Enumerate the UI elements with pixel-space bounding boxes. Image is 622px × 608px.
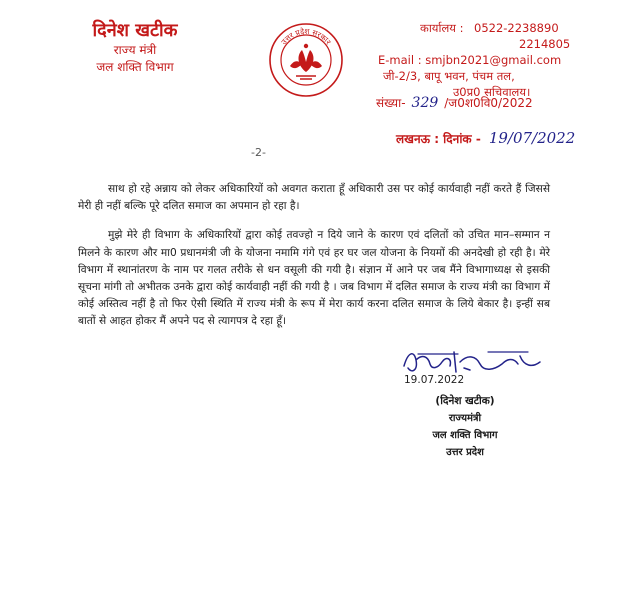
letterhead-left — [60, 20, 210, 76]
page-number: -2- — [251, 146, 266, 159]
letter-body — [78, 181, 550, 343]
office-address-line-2: उ0प्र0 सचिवालय। — [453, 85, 531, 99]
letterhead-right — [378, 20, 608, 100]
up-government-emblem-icon — [268, 22, 344, 98]
minister-designation: राज्य मंत्री — [113, 43, 157, 57]
minister-department: जल शक्ति विभाग — [96, 60, 174, 74]
reference-label: संख्या- — [376, 96, 406, 110]
signatory-designation: राज्यमंत्री — [448, 413, 482, 424]
body-paragraph-2: मुझे मेरे ही विभाग के अधिकारियों द्वारा कोई तवज्हो न दिये जाने के कारण एवं दलितों को उचित मान–सम्मान न मिलने के कारण और मा0 प्रधानमंत्री जी के योजना नमामि गंगे एवं हर घर जल योजना के नियमों की अनदेखी हो रही है। मेरे विभाग में स्थानांतरण के नाम पर गलत तरीके से धन वसूली की गयी है। संज्ञान में आने पर जब मैंने विभागाध्यक्ष से इसकी सूचना मांगी तो अभीतक उनके द्वारा कोई कार्यवाही नहीं की गयी है । जब विभाग में दलित समाज के राज्य मंत्री का विभाग में कोई अस्तित्व नहीं है तो फिर ऐसी स्थिति में राज्य मंत्री के रूप में मेरा कार्य करना दलित समाज के लिये बेकार है। इन्हीं सब बातों से आहत होकर मैं अपने पद से त्यागपत्र दे रहा हूँ। — [78, 229, 550, 328]
signature-block — [420, 393, 510, 461]
signature-date: 19.07.2022 — [404, 374, 465, 386]
signatory-name: (दिनेश खटीक) — [435, 395, 495, 407]
minister-name: दिनेश खटीक — [92, 20, 178, 41]
signatory-department: जल शक्ति विभाग — [432, 430, 498, 441]
date-label: लखनऊ : दिनांक - — [396, 132, 481, 146]
reference-handwritten-number: 329 — [411, 95, 439, 111]
date-line — [396, 129, 575, 147]
handwritten-signature — [398, 344, 558, 378]
reference-number — [376, 94, 533, 111]
office-phone: 0522-2238890 — [474, 21, 559, 35]
office-label: कार्यालय : — [420, 21, 464, 35]
office-email: E-mail : smjbn2021@gmail.com — [378, 53, 562, 67]
body-paragraph-1: साथ हो रहे अन्नाय को लेकर अधिकारियों को अवगत कराता हूँ अधिकारी उस पर कोई कार्यवाही नहीं करते हैं जिससे मेरी ही नहीं बल्कि पूरे दलित समाज का अपमान हो रहा है। — [78, 183, 550, 213]
office-phone-2: 2214805 — [519, 37, 571, 51]
reference-code: /ज0श0वि0/2022 — [444, 96, 533, 110]
office-address-line-1: जी-2/3, बापू भवन, पंचम तल, — [383, 69, 515, 83]
signatory-state: उत्तर प्रदेश — [446, 447, 484, 458]
emblem-text: उत्तर प्रदेश सरकार — [279, 26, 333, 47]
date-handwritten-value: 19/07/2022 — [488, 129, 576, 147]
